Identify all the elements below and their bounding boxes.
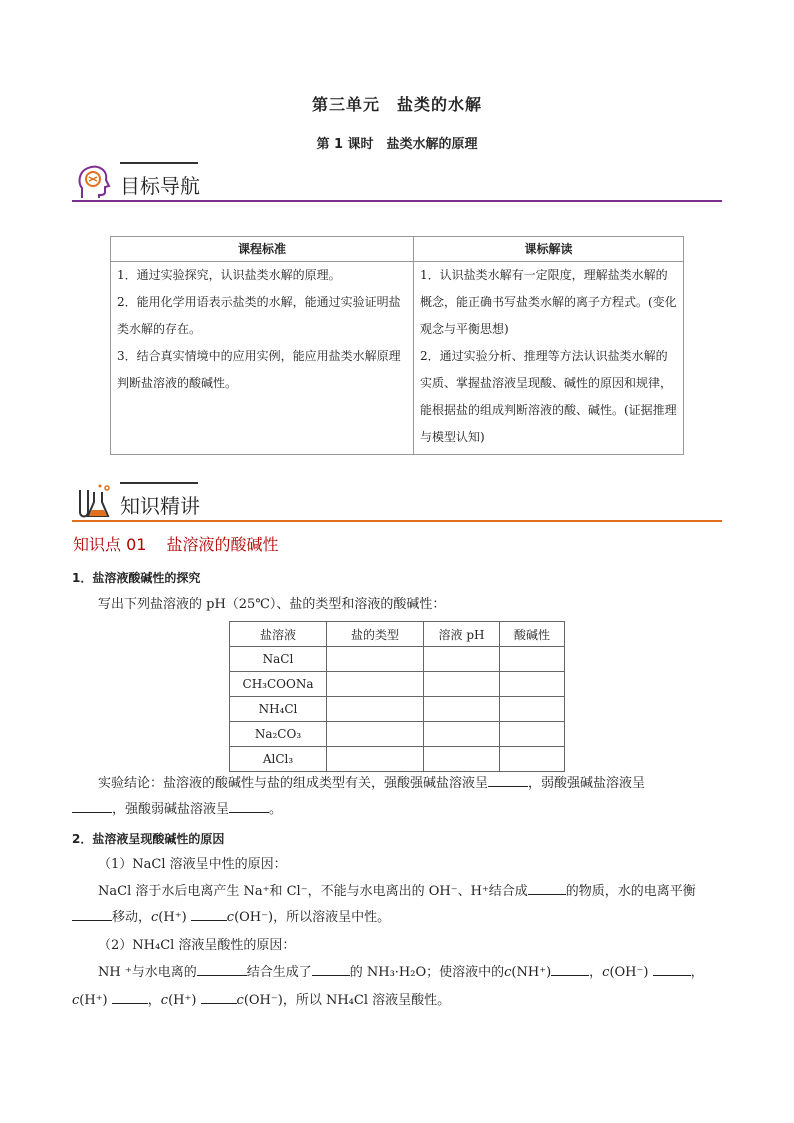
part2-sub2: （2）NH₄Cl 溶液呈酸性的原因： xyxy=(98,938,296,953)
conclusion-line2: ，强酸弱碱盐溶液呈 。 xyxy=(72,797,722,823)
table-row xyxy=(230,697,565,722)
section-goals-title: 目标导航 xyxy=(120,174,200,198)
salt-table-header: 盐的类型 xyxy=(327,622,424,647)
goals-col1-header: 课程标准 xyxy=(111,237,414,262)
table-row xyxy=(230,747,565,772)
conclusion-line1: 实验结论：盐溶液的酸碱性与盐的组成类型有关，强酸强碱盐溶液呈 ，弱酸强碱盐溶液呈 xyxy=(98,771,722,797)
salt-table-header: 溶液 pH xyxy=(424,622,500,647)
knowledge-point-number: 知识点 01 xyxy=(73,535,147,554)
section-goals-header xyxy=(72,162,722,202)
goal-item: 3．结合真实情境中的应用实例，能应用盐类水解原理判断盐溶液的酸碱性。 xyxy=(117,349,401,390)
goals-col2-header: 课标解读 xyxy=(414,237,684,262)
part1-intro: 写出下列盐溶液的 pH（25℃）、盐的类型和溶液的酸碱性： xyxy=(98,597,446,612)
salt-name: NH₄Cl xyxy=(230,697,327,722)
salt-name: NaCl xyxy=(230,647,327,672)
goal-interpretation: 2．通过实验分析、推理等方法认识盐类水解的实质、掌握盐溶液呈现酸、碱性的原因和规律，能根据盐的组成判断溶液的酸、碱性。(证据推理与模型认知) xyxy=(420,349,677,444)
brain-head-icon xyxy=(74,162,114,202)
part1-heading: 1．盐溶液酸碱性的探究 xyxy=(72,571,201,585)
goals-table xyxy=(110,236,684,455)
goal-item: 2．能用化学用语表示盐类的水解，能通过实验证明盐类水解的存在。 xyxy=(117,295,401,336)
salt-name: CH₃COONa xyxy=(230,672,327,697)
part2-line4: c(H⁺) ，c(H⁺) c(OH⁻)，所以 NH₄Cl 溶液呈酸性。 xyxy=(72,988,722,1014)
table-row xyxy=(230,647,565,672)
salt-name: AlCl₃ xyxy=(230,747,327,772)
knowledge-point-heading xyxy=(73,532,278,555)
salt-name: Na₂CO₃ xyxy=(230,722,327,747)
salt-table xyxy=(229,621,565,772)
part2-heading: 2．盐溶液呈现酸碱性的原因 xyxy=(72,832,225,846)
page-title: 第三单元 盐类的水解 xyxy=(311,95,482,114)
part2-line3: NH ⁺与水电离的 结合生成了 的 NH₃·H₂O；使溶液中的c(NH⁺) ，c(OH⁻) ， xyxy=(98,960,724,986)
table-row xyxy=(230,722,565,747)
goal-interpretation: 1．认识盐类水解有一定限度，理解盐类水解的概念，能正确书写盐类水解的离子方程式。(变化观念与平衡思想) xyxy=(420,268,677,336)
goals-col2-cell xyxy=(414,262,684,455)
part2-line2: 移动，c(H⁺) c(OH⁻)，所以溶液呈中性。 xyxy=(72,905,722,931)
goal-item: 1．通过实验探究，认识盐类水解的原理。 xyxy=(117,268,341,282)
goals-col1-cell xyxy=(111,262,414,455)
lab-flask-icon xyxy=(74,482,114,522)
table-row xyxy=(230,672,565,697)
section-knowledge-title: 知识精讲 xyxy=(120,494,200,518)
page-subtitle: 第 1 课时 盐类水解的原理 xyxy=(316,137,478,152)
salt-table-header: 盐溶液 xyxy=(230,622,327,647)
salt-table-header: 酸碱性 xyxy=(500,622,565,647)
part2-sub1: （1）NaCl 溶液呈中性的原因： xyxy=(98,857,287,872)
part2-line1: NaCl 溶于水后电离产生 Na⁺和 Cl⁻，不能与水电离出的 OH⁻、H⁺结合成 的物质，水的电离平衡 xyxy=(98,879,722,905)
section-knowledge-header xyxy=(72,482,722,522)
knowledge-point-title: 盐溶液的酸碱性 xyxy=(166,535,279,554)
